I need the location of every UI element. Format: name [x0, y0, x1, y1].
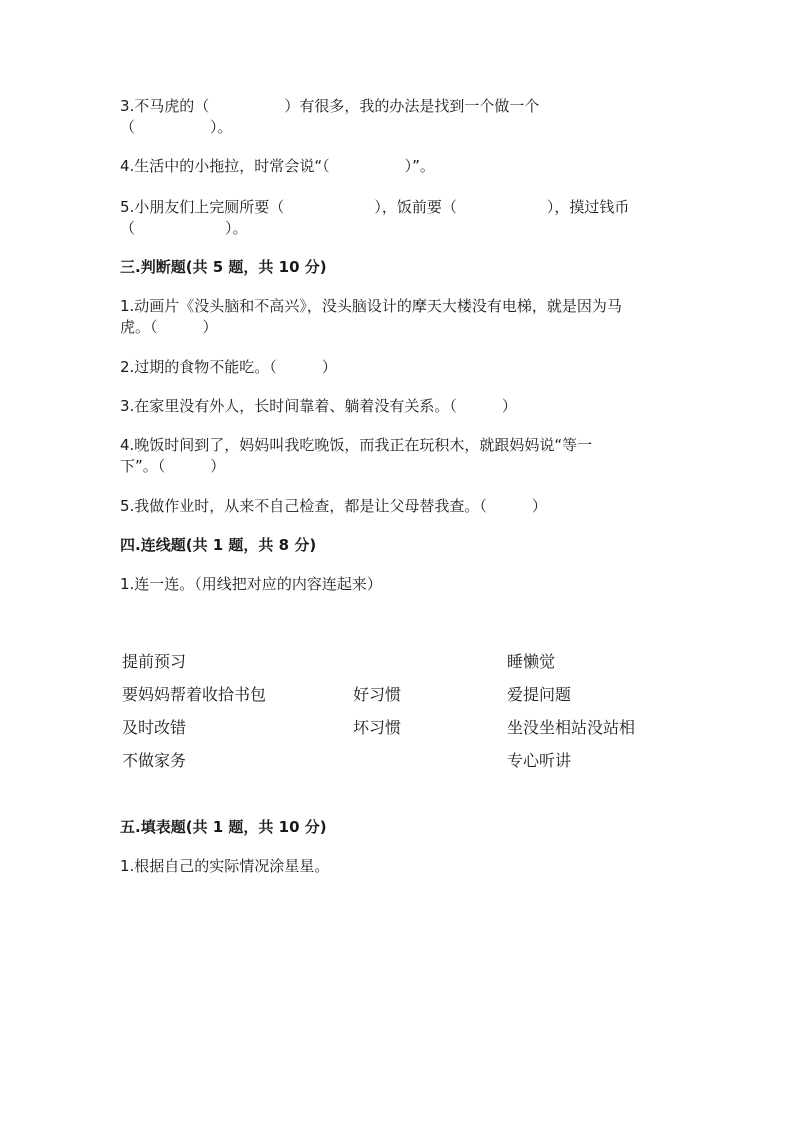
matching-middle-item: 坏习惯: [353, 718, 402, 737]
matching-left-item: 提前预习: [122, 652, 187, 671]
judge-question-1-line-1: 1.动画片《没头脑和不高兴》，没头脑设计的摩天大楼没有电梯，就是因为马: [120, 297, 622, 315]
fill-blank-question-3-line-1: 3.不马虎的（ ）有很多，我的办法是找到一个做一个: [120, 97, 540, 115]
section-5-heading: 五.填表题(共 1 题，共 10 分): [120, 818, 327, 836]
matching-right-item: 爱提问题: [507, 685, 572, 704]
judge-question-2: 2.过期的食物不能吃。（ ）: [120, 358, 337, 376]
matching-middle-item: 好习惯: [353, 685, 402, 704]
judge-question-1-line-2: 虎。（ ）: [120, 318, 218, 336]
matching-right-item: 睡懒觉: [507, 652, 556, 671]
section-4-heading: 四.连线题(共 1 题，共 8 分): [120, 536, 317, 554]
table-question-1: 1.根据自己的实际情况涂星星。: [120, 857, 330, 875]
judge-question-5: 5.我做作业时，从来不自己检查，都是让父母替我查。（ ）: [120, 497, 547, 515]
fill-blank-question-4: 4.生活中的小拖拉，时常会说“（ ）”。: [120, 157, 435, 175]
fill-blank-question-3-line-2: （ ）。: [120, 118, 233, 136]
matching-question-1: 1.连一连。（用线把对应的内容连起来）: [120, 575, 382, 593]
fill-blank-question-5-line-2: （ ）。: [120, 219, 248, 237]
matching-left-item: 及时改错: [122, 718, 187, 737]
matching-right-item: 坐没坐相站没站相: [507, 718, 636, 737]
section-3-heading: 三.判断题(共 5 题，共 10 分): [120, 258, 327, 276]
judge-question-3: 3.在家里没有外人，长时间靠着、躺着没有关系。（ ）: [120, 397, 517, 415]
fill-blank-question-5-line-1: 5.小朋友们上完厕所要（ ），饭前要（ ），摸过钱币: [120, 198, 630, 216]
matching-right-item: 专心听讲: [507, 751, 572, 770]
judge-question-4-line-2: 下”。（ ）: [120, 457, 226, 475]
judge-question-4-line-1: 4.晚饭时间到了，妈妈叫我吃晚饭，而我正在玩积木，就跟妈妈说“等一: [120, 436, 593, 454]
matching-left-item: 不做家务: [122, 751, 187, 770]
matching-left-item: 要妈妈帮着收拾书包: [122, 685, 267, 704]
